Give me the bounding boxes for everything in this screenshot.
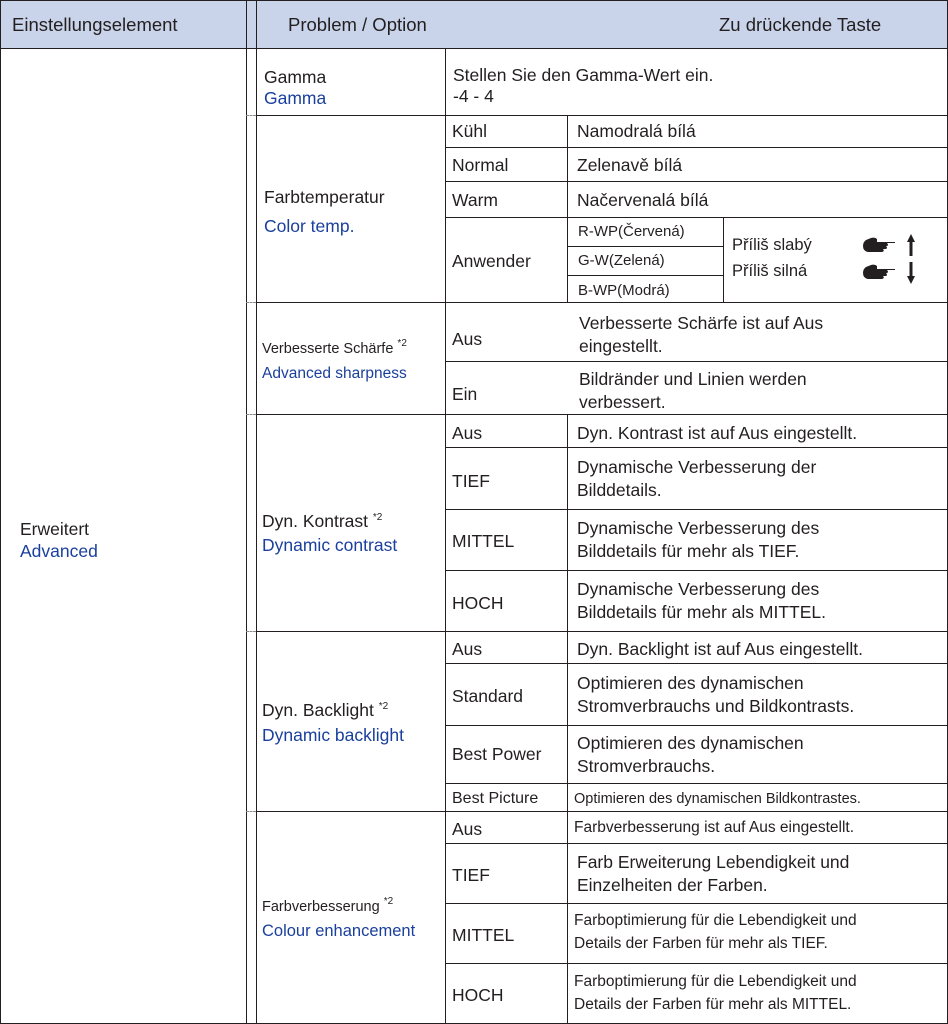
desc-line: Bildränder und Linien werden <box>579 369 807 389</box>
desc-warm: Načervenalá bílá <box>577 190 709 210</box>
up-arrow-icon <box>906 234 916 256</box>
gamma-divider <box>445 49 446 116</box>
desc-normal: Zelenavě bílá <box>577 155 683 175</box>
backlight-label-de: Dyn. Backlight $^{*2}$ <box>262 700 389 720</box>
option-medium: MITTEL <box>452 531 515 551</box>
row-border <box>445 147 948 148</box>
desc-line: Optimieren des dynamischen Bildkontrastes. <box>574 791 861 807</box>
desc-line: Stromverbrauchs. <box>577 756 716 776</box>
desc-line: Farbverbesserung ist auf Aus eingestellt. <box>574 819 855 836</box>
desc-line: Farboptimierung für die Lebendigkeit und <box>574 912 857 929</box>
sharpness-label-de: Verbesserte Schärfe $^{*2}$ <box>262 338 407 357</box>
row-border <box>567 275 723 276</box>
desc-line: Einzelheiten der Farben. <box>577 875 768 895</box>
header-key: Zu drückende Taste <box>719 14 882 35</box>
row-border <box>567 246 723 247</box>
desc-line: Optimieren des dynamischen <box>577 673 804 693</box>
option-on: Ein <box>452 384 478 404</box>
desc-line: Bilddetails für mehr als MITTEL. <box>577 602 826 622</box>
option-off: Aus <box>452 639 483 659</box>
down-arrow-icon <box>906 262 916 284</box>
header-problem-option: Problem / Option <box>288 14 427 35</box>
option-off: Aus <box>452 329 483 349</box>
colour-enh-label-de: Farbverbesserung $^{*2}$ <box>262 896 394 915</box>
desc-line: verbessert. <box>579 392 666 412</box>
item-label-de: Erweitert <box>20 519 90 539</box>
row-border <box>257 414 948 415</box>
desc-line: Dynamische Verbesserung des <box>577 518 820 538</box>
table-left-border <box>0 0 1 1024</box>
desc-line: Farboptimierung für die Lebendigkeit und <box>574 973 857 990</box>
divider <box>445 303 446 415</box>
row-border <box>445 783 948 784</box>
channel-green: G-W(Zelená) <box>578 252 665 269</box>
row-separator <box>246 414 256 415</box>
gamma-label-de: Gamma <box>264 67 327 87</box>
row-border <box>445 509 948 510</box>
top-border <box>0 0 948 1</box>
option-medium: MITTEL <box>452 925 515 945</box>
row-border <box>445 663 948 664</box>
desc-line: Bilddetails für mehr als TIEF. <box>577 541 800 561</box>
divider <box>567 632 568 812</box>
gamma-desc: Stellen Sie den Gamma-Wert ein. <box>453 65 714 85</box>
row-border <box>445 570 948 571</box>
desc-line: Farb Erweiterung Lebendigkeit und <box>577 852 850 872</box>
contrast-label-en: Dynamic contrast <box>262 535 398 555</box>
option-off: Aus <box>452 423 483 443</box>
row-border <box>445 447 948 448</box>
row-border <box>257 811 948 812</box>
option-high: HOCH <box>452 985 504 1005</box>
desc-line: Verbesserte Schärfe ist auf Aus <box>579 313 824 333</box>
row-border <box>445 181 948 182</box>
channel-blue: B-WP(Modrá) <box>578 282 670 299</box>
option-low: TIEF <box>452 865 490 885</box>
row-border <box>445 903 948 904</box>
row-separator <box>246 811 256 812</box>
option-best-picture: Best Picture <box>452 790 539 807</box>
option-best-power: Best Power <box>452 744 542 764</box>
option-low: TIEF <box>452 471 490 491</box>
row-border <box>257 302 948 303</box>
desc-line: Bilddetails. <box>577 480 662 500</box>
row-separator <box>246 115 256 116</box>
divider <box>445 632 446 812</box>
desc-line: Stromverbrauchs und Bildkontrasts. <box>577 696 855 716</box>
double-line-a <box>246 0 247 1024</box>
channel-red: R-WP(Červená) <box>578 223 685 240</box>
desc-line: Optimieren des dynamischen <box>577 733 804 753</box>
gamma-label-en: Gamma <box>264 88 327 108</box>
header-item: Einstellungselement <box>12 14 178 35</box>
contrast-label-de: Dyn. Kontrast $^{*2}$ <box>262 511 383 531</box>
desc-cool: Namodralá bílá <box>577 121 696 141</box>
header-bottom-border <box>0 48 948 49</box>
option-standard: Standard <box>452 686 524 706</box>
row-border <box>445 725 948 726</box>
option-high: HOCH <box>452 593 504 613</box>
colour-enh-label-en: Colour enhancement <box>262 922 416 940</box>
option-warm: Warm <box>452 190 499 210</box>
desc-line: Dyn. Backlight ist auf Aus eingestellt. <box>577 639 863 659</box>
colortemp-label-de: Farbtemperatur <box>264 187 385 207</box>
desc-line: Dyn. Kontrast ist auf Aus eingestellt. <box>577 423 858 443</box>
divider <box>723 218 724 303</box>
item-label-en: Advanced <box>20 541 98 561</box>
option-cool: Kühl <box>452 121 488 141</box>
double-line-b <box>256 0 257 1024</box>
gamma-range: -4 - 4 <box>453 86 494 106</box>
too-weak-label: Příliš slabý <box>732 236 812 254</box>
too-strong-label: Příliš silná <box>732 262 808 280</box>
row-border <box>257 115 948 116</box>
row-separator <box>246 631 256 632</box>
divider <box>445 116 446 303</box>
row-border <box>445 963 948 964</box>
row-border <box>445 843 948 844</box>
desc-line: Dynamische Verbesserung des <box>577 579 820 599</box>
sharpness-label-en: Advanced sharpness <box>262 365 407 382</box>
option-off: Aus <box>452 819 483 839</box>
desc-line: Dynamische Verbesserung der <box>577 457 817 477</box>
backlight-label-en: Dynamic backlight <box>262 725 404 745</box>
option-user: Anwender <box>452 251 531 271</box>
row-border <box>257 631 948 632</box>
desc-line: eingestellt. <box>579 336 663 356</box>
row-border <box>445 217 948 218</box>
row-separator <box>246 302 256 303</box>
option-normal: Normal <box>452 155 509 175</box>
colortemp-label-en: Color temp. <box>264 216 355 236</box>
pointing-hand-icon <box>862 236 896 254</box>
row-border <box>445 361 948 362</box>
desc-line: Details der Farben für mehr als MITTEL. <box>574 996 852 1013</box>
desc-line: Details der Farben für mehr als TIEF. <box>574 935 828 952</box>
pointing-hand-icon <box>862 263 896 281</box>
